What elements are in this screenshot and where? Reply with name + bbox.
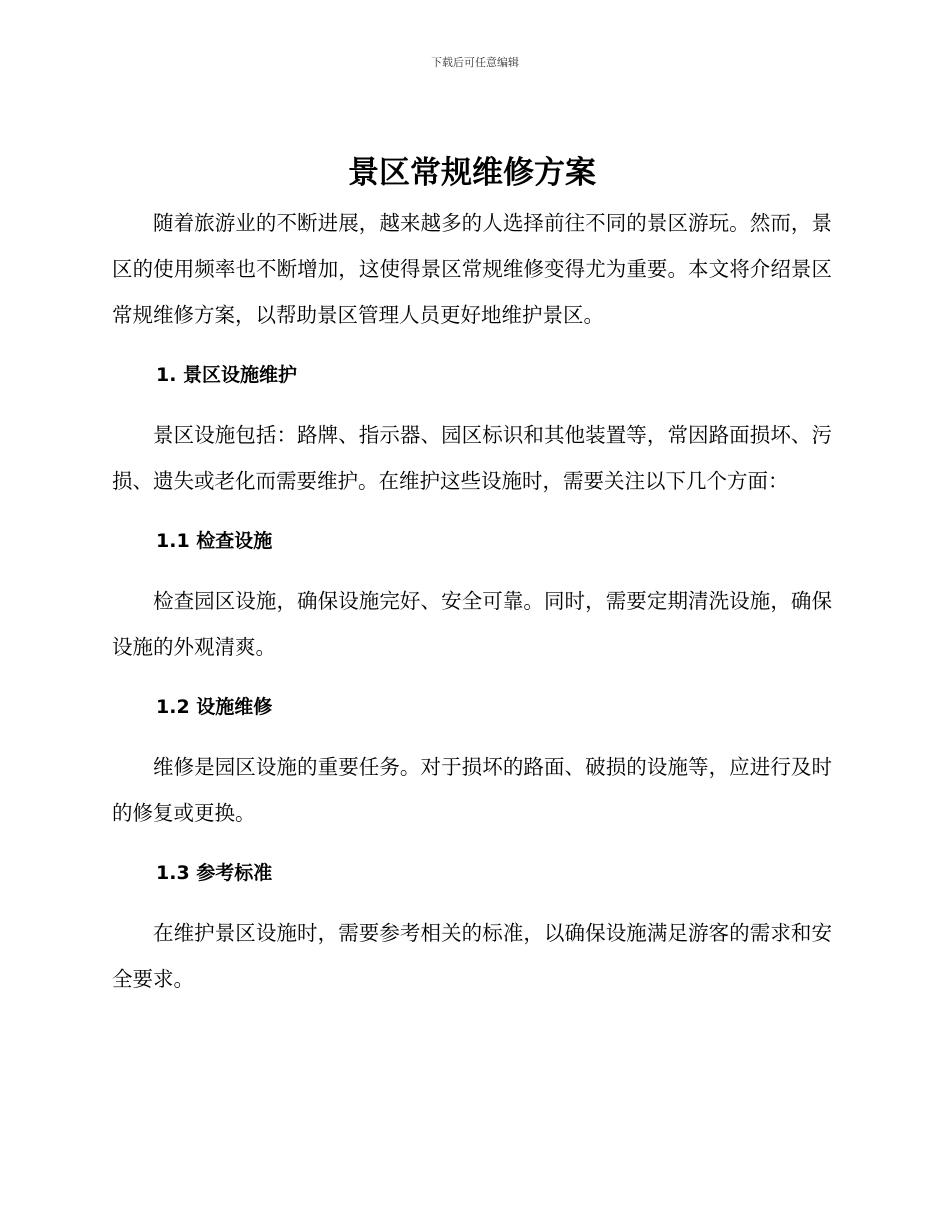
section-text-facility-repair: 维修是园区设施的重要任务。对于损坏的路面、破损的设施等，应进行及时的修复或更换。 [112,755,832,825]
header-note: 下载后可任意编辑 [431,56,519,69]
section-heading-inspect-facilities: 1.1 检查设施 [156,530,273,552]
section-heading-reference-standards: 1.3 参考标准 [156,862,273,884]
section-heading-facility-repair: 1.2 设施维修 [156,696,273,718]
intro-paragraph: 随着旅游业的不断进展，越来越多的人选择前往不同的景区游玩。然而，景区的使用频率也不断增加，这使得景区常规维修变得尤为重要。本文将介绍景区常规维修方案，以帮助景区管理人员更好地维护景区。 [112,211,832,327]
document-title: 景区常规维修方案 [348,155,596,191]
section-text-inspect-facilities: 检查园区设施，确保设施完好、安全可靠。同时，需要定期清洗设施，确保设施的外观清爽。 [112,589,832,659]
document-body [112,150,832,1002]
section-heading-facility-maintenance: 1. 景区设施维护 [156,364,298,386]
section-text-reference-standards: 在维护景区设施时，需要参考相关的标准，以确保设施满足游客的需求和安全要求。 [112,921,832,991]
section-text-facility-maintenance: 景区设施包括：路牌、指示器、园区标识和其他装置等，常因路面损坏、污损、遗失或老化而需要维护。在维护这些设施时，需要关注以下几个方面： [112,423,832,493]
